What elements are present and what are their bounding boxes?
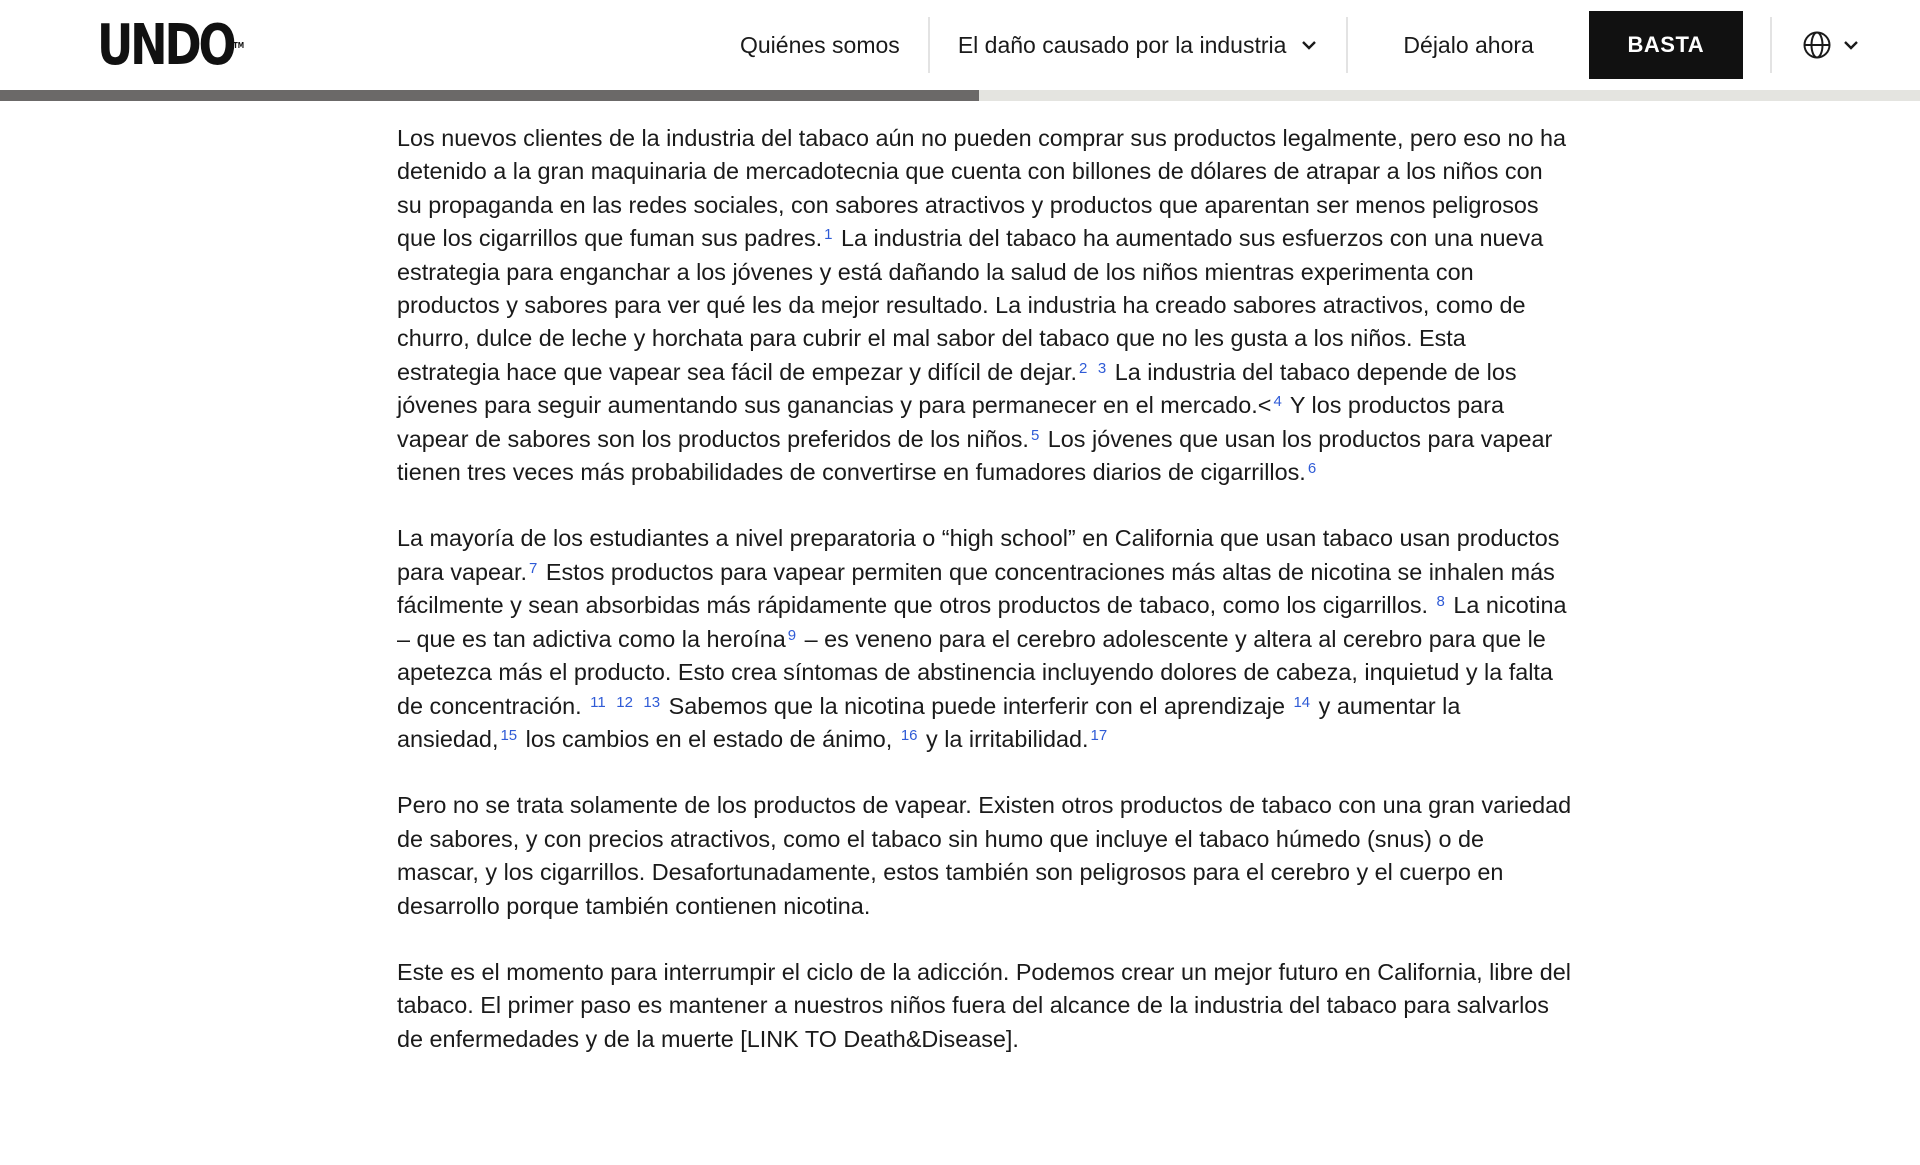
paragraph-text: Estos productos para vapear permiten que concentraciones más altas de nicotina se inhalen más fácilmente y sean absorbidas más rápidamente que otros productos de tabaco, como los cigarrillos. bbox=[397, 558, 1555, 619]
nav-divider bbox=[1770, 17, 1772, 73]
reading-progress-fill bbox=[0, 90, 979, 101]
footnote-link[interactable]: 2 bbox=[1079, 359, 1088, 377]
article-paragraph: Este es el momento para interrumpir el ciclo de la adicción. Podemos crear un mejor futuro en California, libre del tabaco. El primer paso es mantener a nuestros niños fuera del alcance de la industria del tabaco para salvarlos de enfermedades y de la muerte [LINK TO Death&Disease]. bbox=[397, 958, 1571, 1052]
footnote-link[interactable]: 6 bbox=[1307, 460, 1317, 478]
footnote-link[interactable]: 12 bbox=[616, 693, 633, 711]
paragraph-text: La nicotina – que es tan adictiva como la heroína bbox=[397, 592, 1567, 652]
footnote-link[interactable]: 1 bbox=[824, 226, 833, 244]
site-header bbox=[0, 0, 1920, 90]
undo-logo[interactable] bbox=[97, 13, 245, 78]
footnote-link[interactable]: 14 bbox=[1293, 693, 1311, 711]
language-selector[interactable] bbox=[1802, 30, 1860, 60]
paragraph-text: La mayoría de los estudiantes a nivel preparatoria o “high school” en California que usan tabaco usan productos para vapear. bbox=[397, 525, 1560, 585]
footnote-link[interactable]: 11 bbox=[590, 693, 606, 711]
logo-text[interactable]: UNDO bbox=[97, 13, 234, 78]
paragraph-text: La industria del tabaco depende de los jóvenes para seguir aumentando sus ganancias y para permanecer en el mercado.< bbox=[397, 358, 1517, 419]
footnote-link[interactable]: 4 bbox=[1273, 393, 1282, 411]
paragraph-text: y aumentar la ansiedad, bbox=[397, 692, 1461, 752]
paragraph-text: Los jóvenes que usan los productos para vapear tienen tres veces más probabilidades de convertirse en fumadores diarios de cigarrillos. bbox=[397, 425, 1553, 486]
basta-button-label: BASTA bbox=[1627, 32, 1705, 57]
article-body bbox=[397, 122, 1572, 1089]
paragraph-text: Y los productos para vapear de sabores son los productos preferidos de los niños. bbox=[397, 392, 1504, 452]
footnote-link[interactable]: 7 bbox=[529, 559, 538, 577]
nav-about[interactable] bbox=[712, 17, 928, 73]
footnote-link[interactable]: 13 bbox=[643, 693, 661, 711]
basta-button[interactable] bbox=[1589, 11, 1743, 79]
nav-quit[interactable] bbox=[1348, 17, 1561, 73]
footnote-link[interactable]: 15 bbox=[500, 726, 518, 744]
nav-industry-dropdown[interactable] bbox=[930, 17, 1347, 73]
nav-quit-label: Déjalo ahora bbox=[1403, 31, 1534, 58]
reading-progress-bar bbox=[0, 90, 1920, 101]
footnote-link[interactable]: 8 bbox=[1436, 593, 1445, 611]
paragraph-text: Sabemos que la nicotina puede interferir con el aprendizaje bbox=[662, 692, 1292, 719]
article-paragraph bbox=[397, 522, 1572, 756]
paragraph-text: – es veneno para el cerebro adolescente y altera al cerebro para que le apetezca más el producto. Esto crea síntomas de abstinencia incluyendo dolores de cabeza, inquietud y la falta de concentración. bbox=[397, 625, 1553, 719]
footnote-link[interactable]: 5 bbox=[1030, 426, 1040, 444]
chevron-down-icon bbox=[1300, 36, 1318, 54]
article-paragraph bbox=[397, 122, 1572, 489]
chevron-down-icon bbox=[1842, 36, 1860, 54]
nav-industry-label: El daño causado por la industria bbox=[957, 31, 1287, 58]
logo-trademark: TM bbox=[233, 41, 245, 50]
globe-icon bbox=[1802, 30, 1832, 60]
paragraph-text: La industria del tabaco ha aumentado sus esfuerzos con una nueva estrategia para enganchar a los jóvenes y está dañando la salud de los niños mientras experimenta con productos y sabores para ver qué les da mejor resultado. La industria ha creado sabores atractivos, como de churro, dulce de leche y horchata para cubrir el mal sabor del tabaco que no les gusta a los niños. Esta estrategia hace que vapear sea fácil de empezar y difícil de dejar. bbox=[397, 225, 1544, 385]
footnote-link[interactable]: 16 bbox=[900, 726, 918, 744]
nav-about-label: Quiénes somos bbox=[740, 31, 900, 58]
main-nav bbox=[712, 0, 1860, 90]
article-paragraph: Pero no se trata solamente de los productos de vapear. Existen otros productos de tabaco con una gran variedad de sabores, y con precios atractivos, como el tabaco sin humo que incluye el tabaco húmedo (snus) o de mascar, y los cigarrillos. Desafortunadamente, estos también son peligrosos para el cerebro y el cuerpo en desarrollo porque también contienen nicotina. bbox=[397, 792, 1572, 919]
footnote-link[interactable]: 3 bbox=[1097, 359, 1107, 377]
footnote-link[interactable]: 9 bbox=[787, 626, 797, 644]
paragraph-text: los cambios en el estado de ánimo, bbox=[519, 725, 899, 752]
footnote-link[interactable]: 17 bbox=[1090, 726, 1108, 744]
paragraph-text: Los nuevos clientes de la industria del tabaco aún no pueden comprar sus productos legalmente, pero eso no ha detenido a la gran maquinaria de mercadotecnia que cuenta con billones de dólares de atrapar a los niños con su propaganda en las redes sociales, con sabores atractivos y productos que aparentan ser menos peligrosos que los cigarrillos que fuman sus padres. bbox=[397, 125, 1566, 252]
paragraph-text: y la irritabilidad. bbox=[919, 725, 1089, 752]
